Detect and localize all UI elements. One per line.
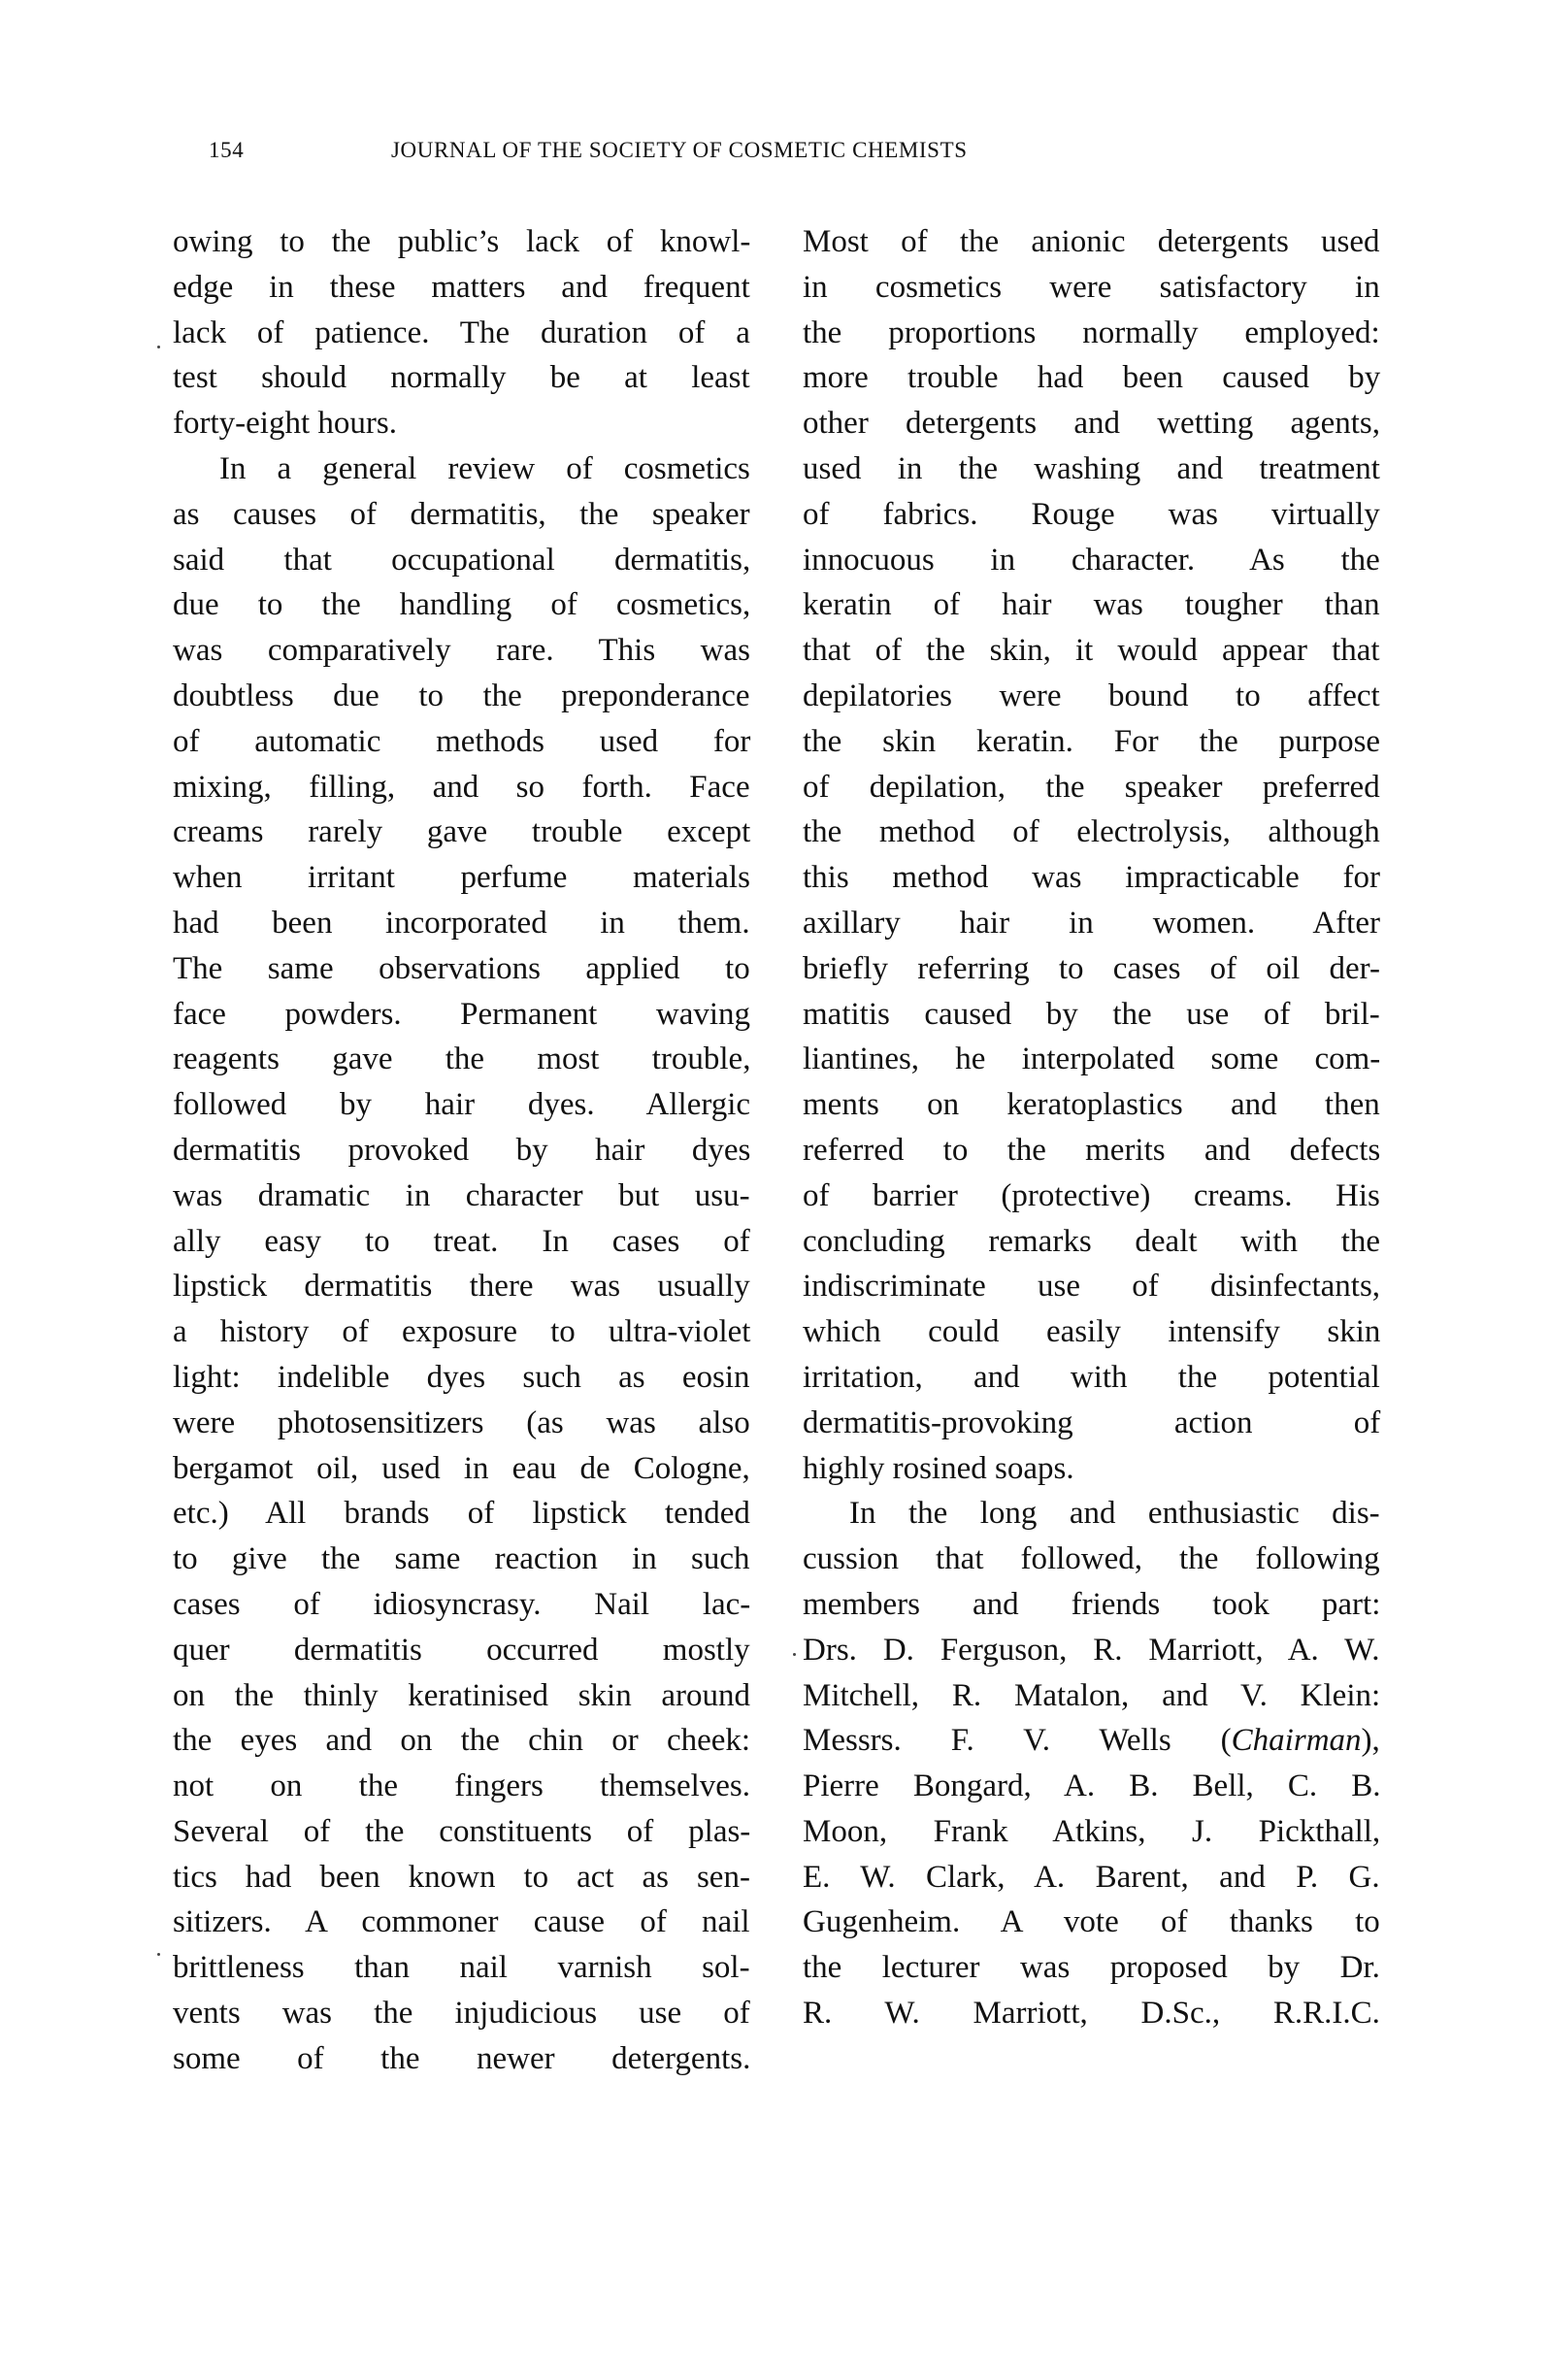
journal-title: JOURNAL OF THE SOCIETY OF COSMETIC CHEMISTS xyxy=(391,138,968,162)
text-line: the skin keratin. For the purpose xyxy=(803,723,1381,759)
text-line: concluding remarks dealt with the xyxy=(803,1223,1381,1259)
text-line: forty-eight hours. xyxy=(173,406,397,442)
text-line: some of the newer detergents. xyxy=(173,2040,751,2076)
text-line: sitizers. A commoner cause of nail xyxy=(173,1904,750,1940)
text-line: lack of patience. The duration of a xyxy=(173,314,750,350)
text-line: the eyes and on the chin or cheek: xyxy=(173,1723,751,1759)
text-line: Mitchell, R. Matalon, and V. Klein: xyxy=(803,1677,1381,1713)
text-segment: Messrs. F. V. Wells ( xyxy=(803,1723,1232,1759)
text-line: innocuous in character. As the xyxy=(803,542,1380,578)
text-line: as causes of dermatitis, the speaker xyxy=(173,496,750,532)
text-line: In the long and enthusiastic dis- xyxy=(849,1496,1380,1532)
text-line: which could easily intensify skin xyxy=(803,1314,1381,1350)
text-line: mixing, filling, and so forth. Face xyxy=(173,769,750,805)
text-line: cussion that followed, the following xyxy=(803,1541,1380,1577)
text-line: said that occupational dermatitis, xyxy=(173,542,751,578)
text-line: dermatitis provoked by hair dyes xyxy=(173,1132,751,1168)
text-line: were photosensitizers (as was also xyxy=(173,1405,750,1440)
text-line: face powders. Permanent waving xyxy=(173,996,751,1032)
text-line: Gugenheim. A vote of thanks to xyxy=(803,1904,1380,1940)
text-segment: ), xyxy=(1361,1723,1380,1759)
text-line: quer dermatitis occurred mostly xyxy=(173,1632,750,1668)
running-head xyxy=(209,138,1393,177)
text-line: the method of electrolysis, although xyxy=(803,814,1380,850)
text-line: when irritant perfume materials xyxy=(173,860,750,896)
text-line: R. W. Marriott, D.Sc., R.R.I.C. xyxy=(803,1996,1380,2032)
text-line: to give the same reaction in such xyxy=(173,1541,750,1577)
text-line: vents was the injudicious use of xyxy=(173,1996,750,2032)
text-line: doubtless due to the preponderance xyxy=(173,678,750,713)
text-line: lipstick dermatitis there was usually xyxy=(173,1269,750,1305)
text-line: other detergents and wetting agents, xyxy=(803,406,1381,442)
text-line: owing to the public’s lack of knowl- xyxy=(173,224,751,259)
text-line: test should normally be at least xyxy=(173,360,750,396)
text-line: the proportions normally employed: xyxy=(803,314,1380,350)
scan-speck xyxy=(793,1653,796,1656)
text-line: irritation, and with the potential xyxy=(803,1359,1380,1395)
scan-speck xyxy=(157,346,160,348)
text-line: this method was impracticable for xyxy=(803,860,1381,896)
text-line: tics had been known to act as sen- xyxy=(173,1859,750,1895)
text-line: dermatitis-provoking action of xyxy=(803,1405,1381,1440)
text-line: not on the fingers themselves. xyxy=(173,1768,751,1804)
text-line: The same observations applied to xyxy=(173,950,750,986)
text-line: etc.) All brands of lipstick tended xyxy=(173,1496,750,1532)
text-line: due to the handling of cosmetics, xyxy=(173,587,751,623)
text-line xyxy=(803,1718,1380,1764)
text-line: of barrier (protective) creams. His xyxy=(803,1177,1380,1213)
page-number: 154 xyxy=(209,138,245,162)
text-line: that of the skin, it would appear that xyxy=(803,633,1380,669)
text-line: of automatic methods used for xyxy=(173,723,751,759)
italic-role-label: Chairman xyxy=(1231,1723,1362,1759)
text-line: a history of exposure to ultra-violet xyxy=(173,1314,751,1350)
text-line: reagents gave the most trouble, xyxy=(173,1041,751,1077)
text-line: indiscriminate use of disinfectants, xyxy=(803,1269,1381,1305)
text-line: briefly referring to cases of oil der- xyxy=(803,950,1380,986)
text-line: creams rarely gave trouble except xyxy=(173,814,751,850)
text-line: liantines, he interpolated some com- xyxy=(803,1041,1381,1077)
text-line: was comparatively rare. This was xyxy=(173,633,750,669)
text-line: used in the washing and treatment xyxy=(803,450,1380,486)
text-line: depilatories were bound to affect xyxy=(803,678,1380,713)
text-line: members and friends took part: xyxy=(803,1586,1381,1622)
text-line: in cosmetics were satisfactory in xyxy=(803,269,1380,305)
text-line: Drs. D. Ferguson, R. Marriott, A. W. xyxy=(803,1632,1380,1668)
text-line: of depilation, the speaker preferred xyxy=(803,769,1380,805)
text-line: on the thinly keratinised skin around xyxy=(173,1677,750,1713)
text-line: Pierre Bongard, A. B. Bell, C. B. xyxy=(803,1768,1381,1804)
scan-speck xyxy=(157,1953,160,1956)
text-line: ments on keratoplastics and then xyxy=(803,1087,1380,1123)
text-line: ally easy to treat. In cases of xyxy=(173,1223,750,1259)
text-line: was dramatic in character but usu- xyxy=(173,1177,750,1213)
text-line: Most of the anionic detergents used xyxy=(803,224,1380,259)
text-line: matitis caused by the use of bril- xyxy=(803,996,1380,1032)
text-line: light: indelible dyes such as eosin xyxy=(173,1359,750,1395)
text-line: Several of the constituents of plas- xyxy=(173,1813,751,1849)
text-line: followed by hair dyes. Allergic xyxy=(173,1087,751,1123)
text-line: In a general review of cosmetics xyxy=(219,450,750,486)
text-line: highly rosined soaps. xyxy=(803,1450,1074,1486)
text-line: bergamot oil, used in eau de Cologne, xyxy=(173,1450,750,1486)
text-line: Moon, Frank Atkins, J. Pickthall, xyxy=(803,1813,1381,1849)
text-line: the lecturer was proposed by Dr. xyxy=(803,1950,1380,1986)
text-line: of fabrics. Rouge was virtually xyxy=(803,496,1380,532)
text-line: had been incorporated in them. xyxy=(173,905,750,941)
text-line: E. W. Clark, A. Barent, and P. G. xyxy=(803,1859,1380,1895)
left-text-column xyxy=(173,219,750,2082)
text-line: brittleness than nail varnish sol- xyxy=(173,1950,750,1986)
text-line: axillary hair in women. After xyxy=(803,905,1380,941)
text-line: keratin of hair was tougher than xyxy=(803,587,1380,623)
right-text-column xyxy=(803,219,1380,2036)
text-line: edge in these matters and frequent xyxy=(173,269,750,305)
text-line: referred to the merits and defects xyxy=(803,1132,1381,1168)
text-line: cases of idiosyncrasy. Nail lac- xyxy=(173,1586,751,1622)
text-line: more trouble had been caused by xyxy=(803,360,1381,396)
